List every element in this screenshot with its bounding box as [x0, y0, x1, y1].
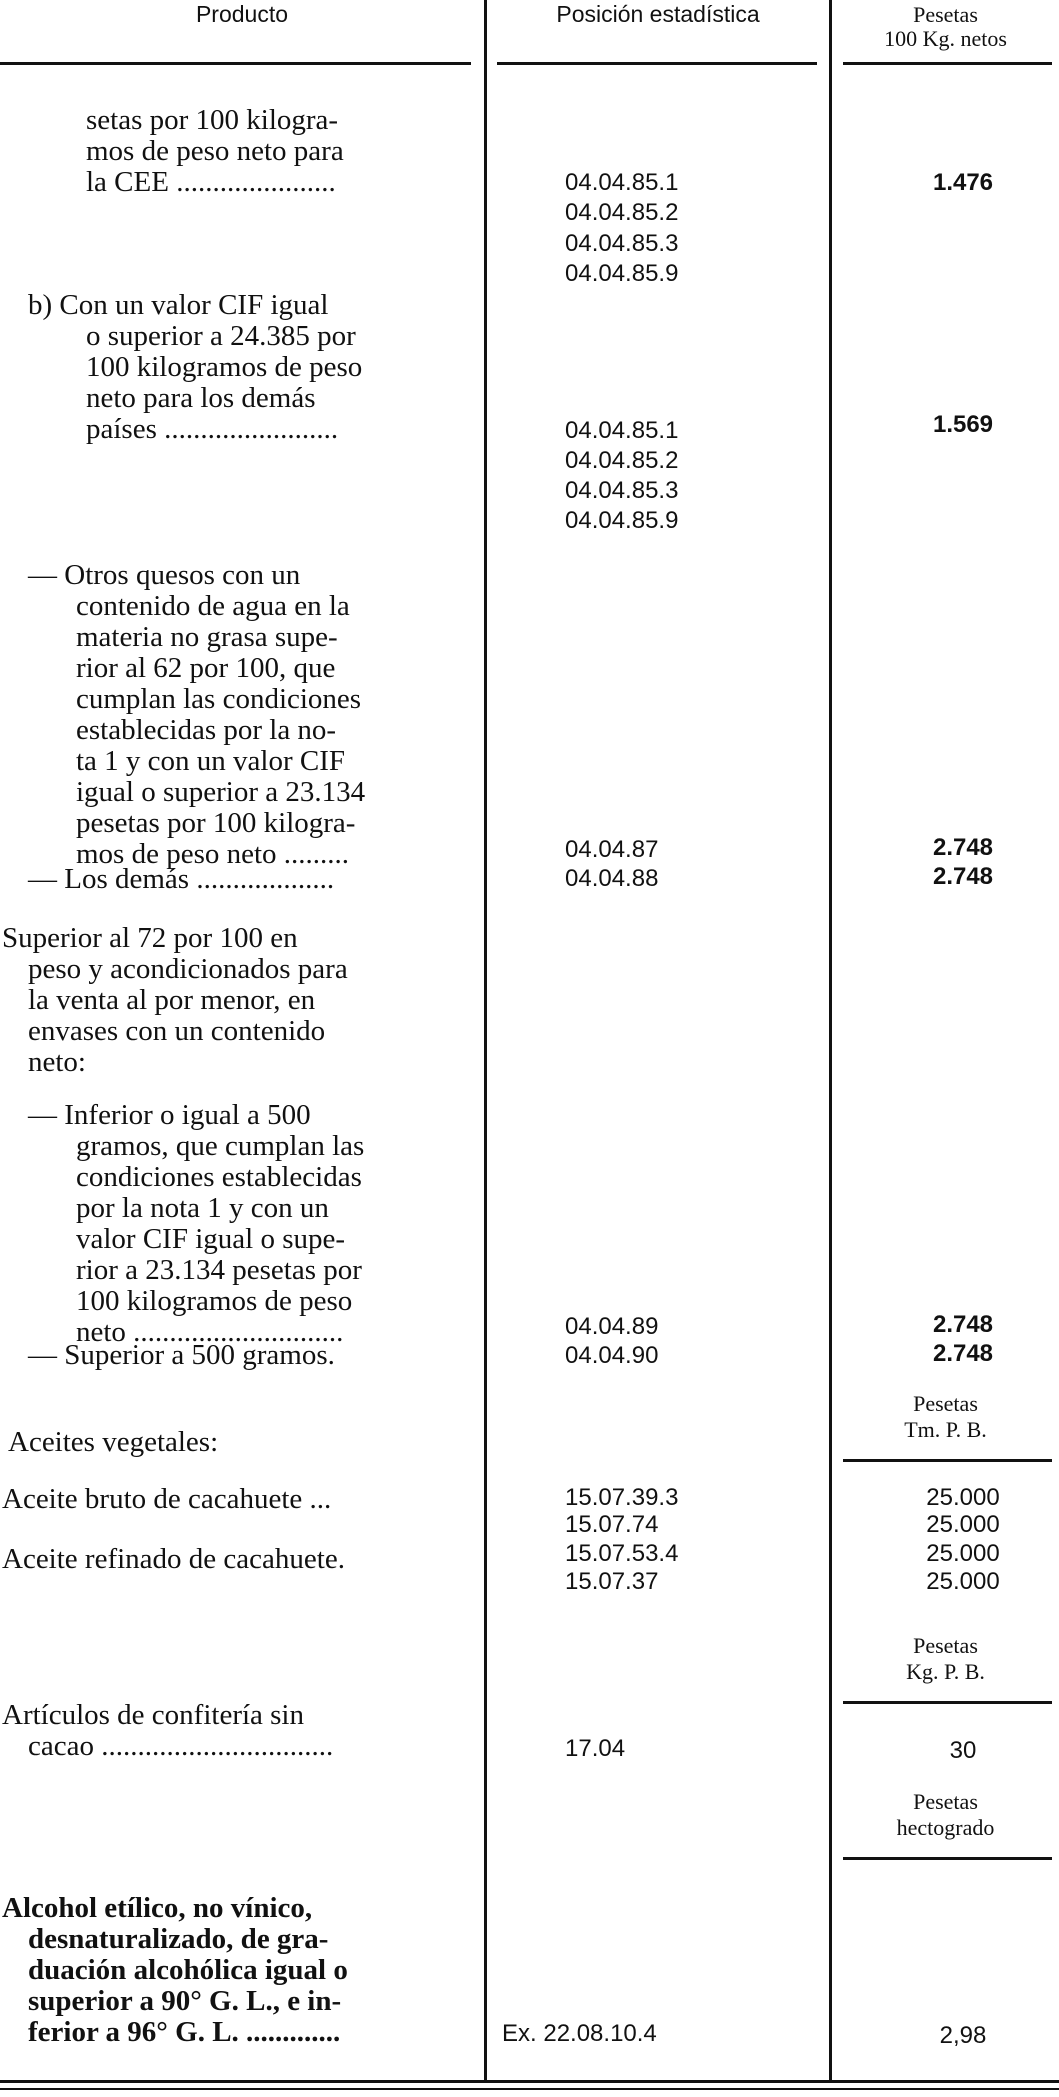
row-text: — Superior a 500 gramos.: [28, 1339, 335, 1371]
row-text: la CEE ......................: [86, 166, 336, 198]
row-text: Aceite refinado de cacahuete.: [2, 1543, 345, 1575]
row-text: cumplan las condiciones: [76, 683, 362, 715]
price: 1.569: [932, 411, 994, 438]
code: 04.04.85.1: [565, 169, 679, 196]
bottom-rule: [0, 2080, 1059, 2083]
code: 15.07.74: [565, 1511, 659, 1538]
column-divider-left: [484, 0, 487, 2082]
row-text: mos de peso neto .........: [76, 838, 350, 870]
code: 04.04.88: [565, 865, 659, 892]
row-text: Artículos de confitería sin: [2, 1699, 304, 1731]
header-unit: 100 Kg. netos: [884, 26, 1007, 51]
price: 1.476: [932, 169, 994, 196]
row-text: peso y acondicionados para: [28, 953, 348, 985]
row-text: superior a 90° G. L., e in-: [28, 1985, 342, 2017]
row-text: neto:: [28, 1046, 86, 1078]
header-rule-2: [497, 62, 817, 65]
row-text: desnaturalizado, de gra-: [28, 1923, 329, 1955]
code: 15.07.53.4: [565, 1540, 679, 1567]
row-text: — Inferior o igual a 500: [28, 1099, 311, 1131]
price: 30: [949, 1737, 977, 1764]
header-posicion: Posición estadística: [556, 1, 760, 27]
row-text: ta 1 y con un valor CIF: [76, 745, 346, 777]
row-text: la venta al por menor, en: [28, 984, 316, 1016]
code: 04.04.89: [565, 1313, 659, 1340]
price: 2.748: [932, 863, 994, 890]
row-text: duación alcohólica igual o: [28, 1954, 348, 1986]
row-text: mos de peso neto para: [86, 135, 344, 167]
code: Ex. 22.08.10.4: [502, 2020, 657, 2047]
unit-rule: [843, 1701, 1052, 1704]
unit-header: Pesetas: [913, 1633, 978, 1658]
row-text: ferior a 96° G. L. .............: [28, 2016, 341, 2048]
unit-header: Pesetas: [913, 1391, 978, 1416]
row-text: 100 kilogramos de peso: [86, 351, 363, 383]
code: 15.07.39.3: [565, 1484, 679, 1511]
column-divider-right: [829, 0, 832, 2082]
row-text: materia no grasa supe-: [76, 621, 338, 653]
row-text: Alcohol etílico, no vínico,: [2, 1892, 313, 1924]
code: 04.04.85.2: [565, 199, 679, 226]
unit-rule: [843, 1857, 1052, 1860]
price: 25.000: [926, 1511, 1000, 1538]
row-text: — Los demás ...................: [28, 863, 335, 895]
row-text: contenido de agua en la: [76, 590, 350, 622]
row-text: gramos, que cumplan las: [76, 1130, 365, 1162]
row-text: envases con un contenido: [28, 1015, 326, 1047]
price: 2.748: [932, 834, 994, 861]
row-text: establecidas por la no-: [76, 714, 337, 746]
code: 04.04.85.1: [565, 417, 679, 444]
bottom-rule: [0, 2088, 1059, 2090]
row-text: condiciones establecidas: [76, 1161, 362, 1193]
row-text: pesetas por 100 kilogra-: [76, 807, 356, 839]
row-text: Superior al 72 por 100 en: [2, 922, 298, 954]
row-text: neto para los demás: [86, 382, 316, 414]
unit-rule: [843, 1459, 1052, 1462]
code: 04.04.90: [565, 1342, 659, 1369]
price: 25.000: [926, 1540, 1000, 1567]
row-text: rior al 62 por 100, que: [76, 652, 336, 684]
code: 04.04.85.3: [565, 477, 679, 504]
row-text: setas por 100 kilogra-: [86, 104, 339, 136]
row-text: valor CIF igual o supe-: [76, 1223, 346, 1255]
code: 15.07.37: [565, 1568, 659, 1595]
unit-header: Kg. P. B.: [906, 1659, 985, 1684]
price: 25.000: [926, 1568, 1000, 1595]
row-text: o superior a 24.385 por: [86, 320, 356, 352]
header-producto: Producto: [195, 1, 289, 27]
row-text: por la nota 1 y con un: [76, 1192, 329, 1224]
row-text: b) Con un valor CIF igual: [28, 289, 329, 321]
unit-header: Tm. P. B.: [904, 1417, 987, 1442]
code: 04.04.85.2: [565, 447, 679, 474]
row-text: Aceite bruto de cacahuete ...: [2, 1483, 332, 1515]
price: 2.748: [932, 1340, 994, 1367]
section-heading: Aceites vegetales:: [8, 1426, 219, 1458]
row-text: cacao ................................: [28, 1730, 334, 1762]
price: 2.748: [932, 1311, 994, 1338]
code: 04.04.85.3: [565, 230, 679, 257]
code: 04.04.87: [565, 836, 659, 863]
header-rule-3: [843, 62, 1052, 65]
row-text: 100 kilogramos de peso: [76, 1285, 353, 1317]
price: 2,98: [939, 2022, 987, 2049]
header-pesetas: Pesetas: [913, 2, 978, 27]
header-rule-1: [0, 62, 471, 65]
unit-header: hectogrado: [896, 1815, 995, 1840]
code: 17.04: [565, 1735, 626, 1762]
price: 25.000: [926, 1484, 1000, 1511]
row-text: igual o superior a 23.134: [76, 776, 366, 808]
code: 04.04.85.9: [565, 260, 679, 287]
row-text: países ........................: [86, 413, 339, 445]
row-text: rior a 23.134 pesetas por: [76, 1254, 362, 1286]
row-text: neto .............................: [76, 1316, 344, 1348]
code: 04.04.85.9: [565, 507, 679, 534]
row-text: — Otros quesos con un: [28, 559, 301, 591]
unit-header: Pesetas: [913, 1789, 978, 1814]
